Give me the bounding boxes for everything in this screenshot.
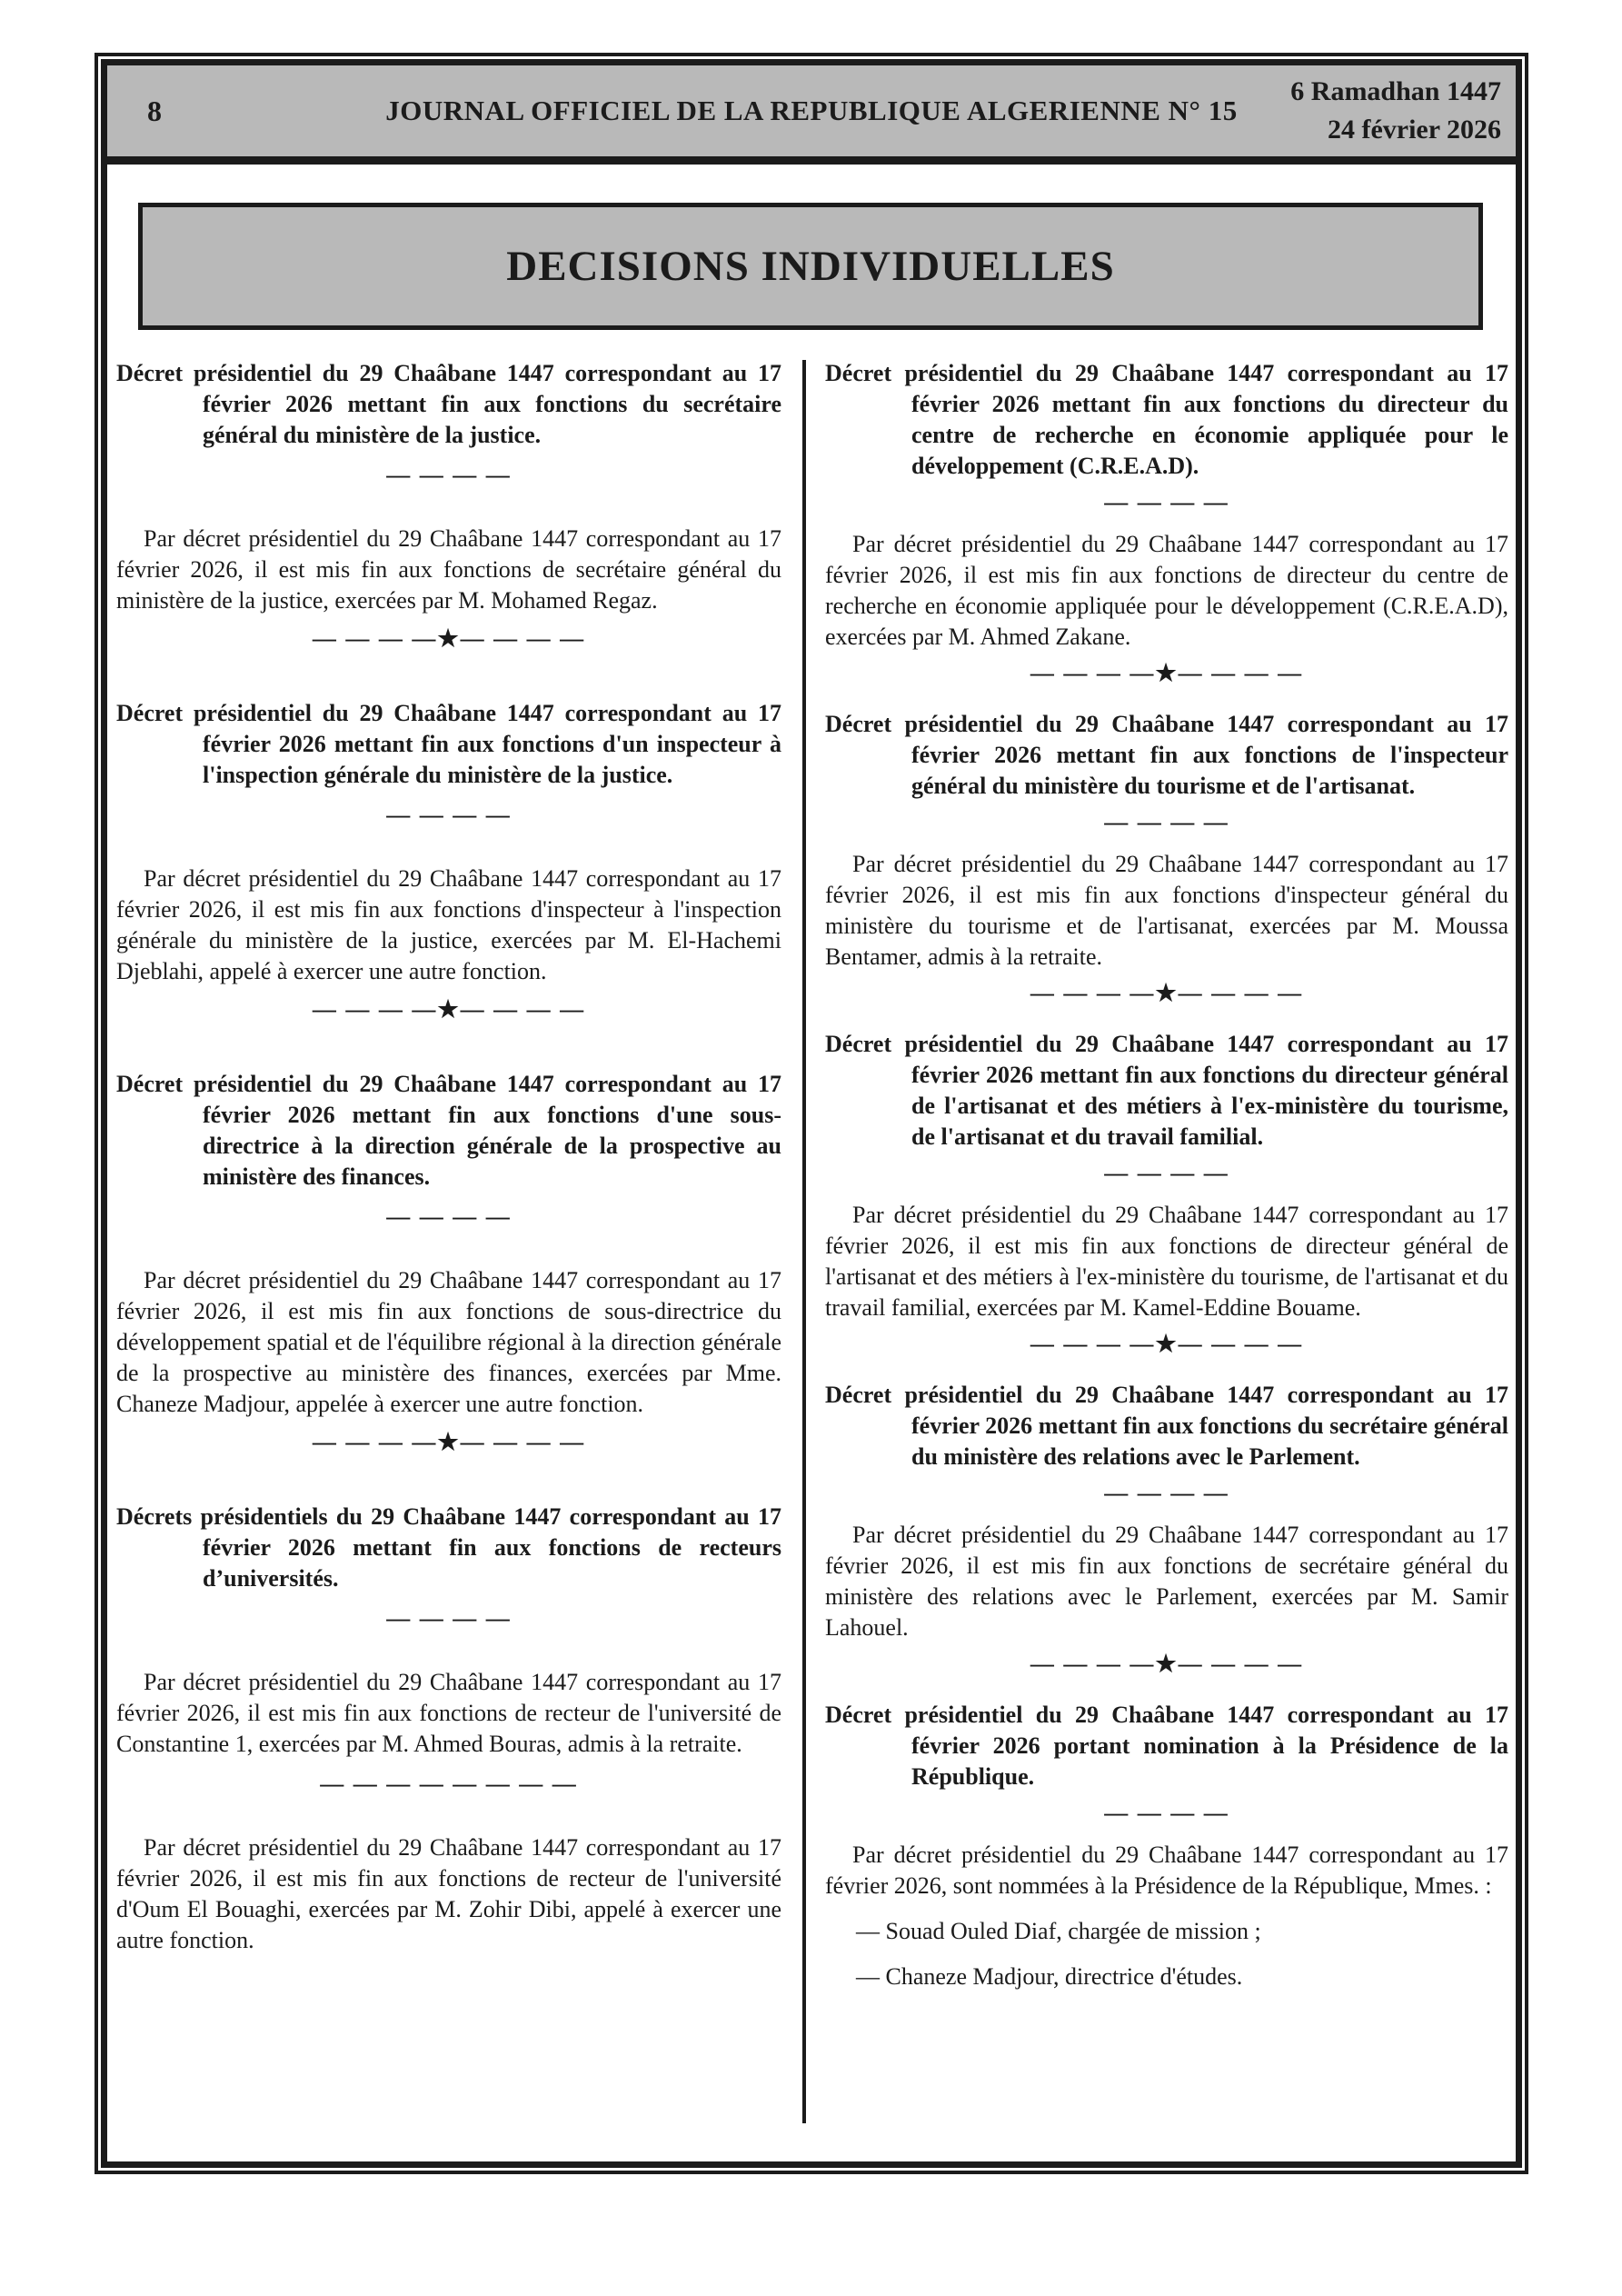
journal-dates: [1290, 73, 1516, 149]
decree-body: Par décret présidentiel du 29 Chaâbane 1447 correspondant au 17 février 2026, il est mis fin aux fonctions de sous-directrice du développement spatial et de l'équilibre régional à la direction générale de la prospective au ministère des finances, exercées par Mme. Chaneze Madjour, appelée à exercer une autre fonction.: [116, 1267, 781, 1417]
decree-body: Par décret présidentiel du 29 Chaâbane 1447 correspondant au 17 février 2026, il est mis fin aux fonctions de secrétaire général du ministère des relations avec le Parlement, exercées par M. Samir Lahouel.: [825, 1522, 1508, 1641]
dash-separator: — — — —: [1104, 809, 1229, 835]
star-separator: — — — —★— — — —: [1030, 1331, 1304, 1357]
date-hijri: 6 Ramadhan 1447: [1290, 76, 1501, 106]
column-right: [825, 358, 1508, 2152]
decree-heading: Décret présidentiel du 29 Chaâbane 1447 correspondant au 17 février 2026 portant nomination à la Présidence de la République.: [825, 1702, 1508, 1790]
decree-heading: Décret présidentiel du 29 Chaâbane 1447 correspondant au 17 février 2026 mettant fin aux fonctions du directeur du centre de recherche en économie appliquée pour le développement (C.R.E.A.D).: [825, 360, 1508, 479]
dash-separator: — — — —: [386, 1203, 512, 1230]
star-separator: — — — —★— — — —: [1030, 980, 1304, 1006]
decree-block: [116, 698, 781, 1025]
decree-body: Par décret présidentiel du 29 Chaâbane 1447 correspondant au 17 février 2026, il est mis fin aux fonctions de directeur du centre de recherche en économie appliquée pour le développement (C.R.E.A.D), exercées par M. Ahmed Zakane.: [825, 531, 1508, 650]
dash-separator: — — — —: [386, 1605, 512, 1632]
decree-heading: Décrets présidentiels du 29 Chaâbane 1447 correspondant au 17 février 2026 mettant fin aux fonctions de recteurs d’universités.: [116, 1503, 781, 1592]
dash-separator: — — — —: [1104, 489, 1229, 515]
long-dash-separator: — — — — — — — —: [320, 1771, 578, 1797]
decree-heading: Décret présidentiel du 29 Chaâbane 1447 correspondant au 17 février 2026 mettant fin aux fonctions d'une sous-directrice à la direction générale de la prospective au ministère des finances.: [116, 1071, 781, 1190]
decree-heading: Décret présidentiel du 29 Chaâbane 1447 correspondant au 17 février 2026 mettant fin aux fonctions d'un inspecteur à l'inspection générale du ministère de la justice.: [116, 700, 781, 788]
decree-heading: Décret présidentiel du 29 Chaâbane 1447 correspondant au 17 février 2026 mettant fin aux fonctions du secrétaire général du ministère des relations avec le Parlement.: [825, 1382, 1508, 1470]
star-separator: — — — —★— — — —: [312, 1429, 586, 1455]
dash-separator: — — — —: [1104, 1160, 1229, 1186]
decree-body: Par décret présidentiel du 29 Chaâbane 1447 correspondant au 17 février 2026, il est mis fin aux fonctions de recteur de l'université d'Oum El Bouaghi, exercées par M. Zohir Dibi, appelé à exercer une autre fonction.: [116, 1834, 781, 1953]
decree-heading: Décret présidentiel du 29 Chaâbane 1447 correspondant au 17 février 2026 mettant fin aux fonctions du directeur général de l'artisanat et des métiers à l'ex-ministère du tourisme, de l'artisanat et du travail familial.: [825, 1031, 1508, 1150]
decree-body: Par décret présidentiel du 29 Chaâbane 1447 correspondant au 17 février 2026, sont nommées à la Présidence de la République, Mmes. :: [825, 1842, 1508, 1899]
section-title: DECISIONS INDIVIDUELLES: [506, 243, 1115, 290]
column-left: [116, 358, 781, 2152]
dash-separator: — — — —: [386, 462, 512, 488]
decree-body: Par décret présidentiel du 29 Chaâbane 1447 correspondant au 17 février 2026, il est mis fin aux fonctions d'inspecteur à l'inspection générale du ministère de la justice, exercées par M. El-Hachemi Djeblahi, appelé à exercer une autre fonction.: [116, 865, 781, 984]
decree-block: [825, 1029, 1508, 1360]
decree-heading: Décret présidentiel du 29 Chaâbane 1447 correspondant au 17 février 2026 mettant fin aux fonctions de l'inspecteur général du ministère du tourisme et de l'artisanat.: [825, 711, 1508, 799]
column-divider: [802, 360, 806, 2123]
decree-block: [825, 358, 1508, 689]
decree-block: [825, 709, 1508, 1009]
star-separator: — — — —★— — — —: [312, 625, 586, 652]
decree-body: Par décret présidentiel du 29 Chaâbane 1447 correspondant au 17 février 2026, il est mis fin aux fonctions de secrétaire général du ministère de la justice, exercées par M. Mohamed Regaz.: [116, 525, 781, 614]
journal-title: JOURNAL OFFICIEL DE LA REPUBLIQUE ALGERIENNE N° 15: [385, 95, 1238, 126]
dash-separator: — — — —: [1104, 1800, 1229, 1826]
columns: [116, 358, 1508, 2152]
page-frame-inner: [101, 59, 1522, 2168]
decree-body: Par décret présidentiel du 29 Chaâbane 1447 correspondant au 17 février 2026, il est mis fin aux fonctions de recteur de l'université de Constantine 1, exercées par M. Ahmed Bouras, admis à la retraite.: [116, 1669, 781, 1757]
page-number: 8: [147, 94, 162, 127]
nominee-item: — Souad Ouled Diaf, chargée de mission ;: [856, 1918, 1261, 1944]
decree-block: [116, 1502, 781, 1956]
star-separator: — — — —★— — — —: [1030, 660, 1304, 686]
decree-block: [825, 1380, 1508, 1680]
section-banner: [138, 203, 1483, 330]
star-separator: — — — —★— — — —: [1030, 1651, 1304, 1677]
dash-separator: — — — —: [1104, 1480, 1229, 1506]
decree-block: [116, 358, 781, 654]
dash-separator: — — — —: [386, 802, 512, 828]
header-band: [107, 65, 1516, 165]
decree-body: Par décret présidentiel du 29 Chaâbane 1447 correspondant au 17 février 2026, il est mis fin aux fonctions de directeur général de l'artisanat et des métiers à l'ex-ministère du tourisme, de l'artisanat et du travail familial, exercées par M. Kamel-Eddine Bouame.: [825, 1202, 1508, 1321]
decree-body: Par décret présidentiel du 29 Chaâbane 1447 correspondant au 17 février 2026, il est mis fin aux fonctions d'inspecteur général du ministère du tourisme et de l'artisanat, exercées par M. Moussa Bentamer, admis à la retraite.: [825, 851, 1508, 970]
date-gregorian: 24 février 2026: [1327, 115, 1501, 145]
decree-block: [825, 1700, 1508, 1992]
page-frame: [95, 53, 1528, 2174]
nominee-item: — Chaneze Madjour, directrice d'études.: [856, 1963, 1243, 1990]
decree-block: [116, 1069, 781, 1458]
star-separator: — — — —★— — — —: [312, 996, 586, 1023]
decree-heading: Décret présidentiel du 29 Chaâbane 1447 correspondant au 17 février 2026 mettant fin aux fonctions du secrétaire général du ministère de la justice.: [116, 360, 781, 448]
